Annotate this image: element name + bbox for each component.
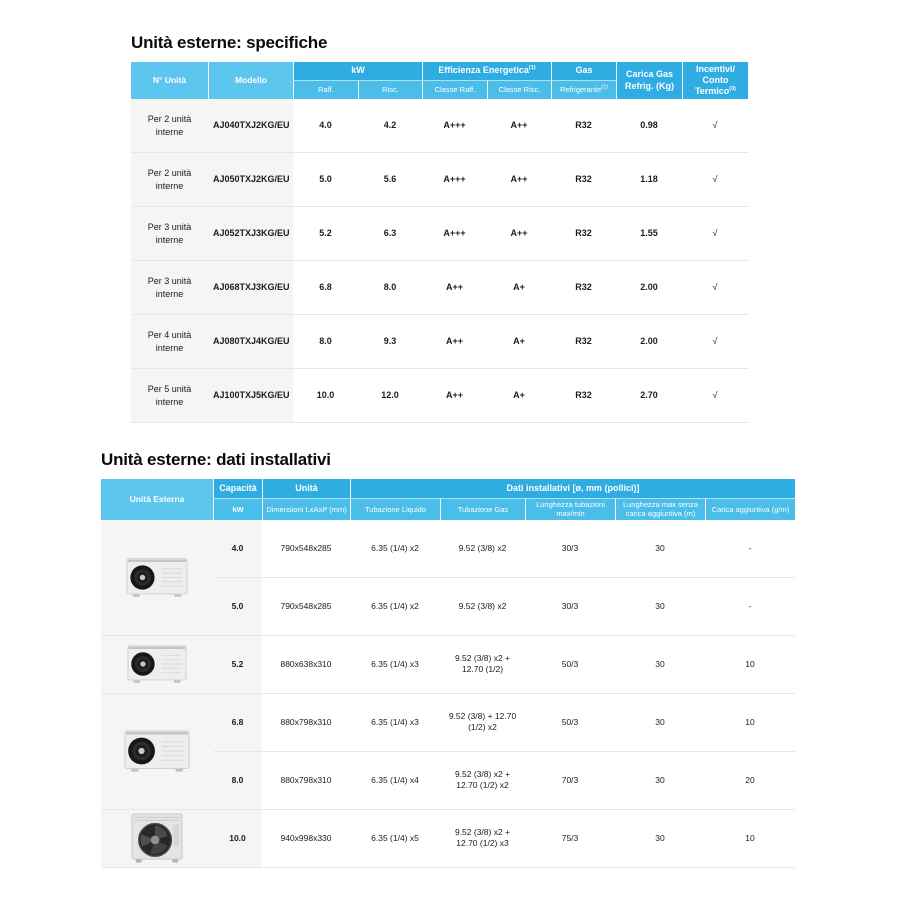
section-dati-installativi xyxy=(101,450,795,868)
cell-n-unita: Per 3 unità interne xyxy=(131,206,208,260)
cell-carica: 1.18 xyxy=(616,152,682,206)
col-subheader-risc xyxy=(358,80,422,99)
cell-dimensioni: 790x548x285 xyxy=(280,542,332,553)
cell-capacita: 8.0 xyxy=(213,751,262,809)
cell-tubazione-gas: 9.52 (3/8) x2 xyxy=(458,542,507,553)
cell-modello: AJ100TXJ5KG/EU xyxy=(208,368,293,423)
cell-kw-raff: 4.0 xyxy=(319,120,332,131)
header-label: Efficienza Energetica xyxy=(438,65,529,76)
cell-modello: AJ040TXJ2KG/EU xyxy=(208,99,293,152)
cell-unit-image xyxy=(101,693,213,809)
cell-kw-raff: 8.0 xyxy=(293,314,358,368)
cell-lunghezza-tubazioni: 30/3 xyxy=(561,542,579,553)
header-label: Capacità xyxy=(219,482,257,493)
cell-gas: R32 xyxy=(551,314,616,368)
header-label: Dimensioni LxAxP (mm) xyxy=(266,504,347,514)
cell-lunghezza-max: 30 xyxy=(655,542,665,553)
header-label: N° Unità xyxy=(152,75,187,86)
header-label: Carica aggiuntiva (g/m) xyxy=(711,504,790,514)
table-row xyxy=(101,520,795,577)
header-label: Incentivi/ Conto Termico xyxy=(694,63,735,97)
table-row xyxy=(101,693,795,751)
header-label: Gas xyxy=(575,65,593,76)
cell-incentivi-check: √ xyxy=(682,206,748,260)
outdoor-unit-large-image xyxy=(106,813,208,863)
cell-tubazione-gas: 9.52 (3/8) x2 xyxy=(440,577,525,635)
cell-incentivi-check: √ xyxy=(712,120,718,131)
cell-capacita: 5.0 xyxy=(213,577,262,635)
cell-carica-aggiuntiva: - xyxy=(705,577,795,635)
cell-classe-raff: A++ xyxy=(422,314,487,368)
cell-classe-risc: A+ xyxy=(487,368,551,423)
header-label: kW xyxy=(232,504,244,514)
cell-dimensioni: 880x638x310 xyxy=(262,635,350,693)
table-row xyxy=(131,260,748,314)
cell-modello: AJ050TXJ2KG/EU xyxy=(208,152,293,206)
header-label: Tubazione Liquido xyxy=(364,504,427,514)
col-group-gas xyxy=(551,62,616,80)
cell-lunghezza-max: 30 xyxy=(615,577,705,635)
col-subheader-carica-aggiuntiva xyxy=(705,498,795,520)
cell-n-unita: Per 5 unità interne xyxy=(131,368,208,423)
cell-gas: R32 xyxy=(575,120,592,131)
col-group-kw xyxy=(293,62,422,80)
col-subheader-tubazione-liquido xyxy=(350,498,440,520)
cell-lunghezza-max: 30 xyxy=(615,751,705,809)
cell-kw-risc: 4.2 xyxy=(383,120,397,131)
outdoor-unit-illustration xyxy=(127,643,187,685)
col-subheader-dimensioni xyxy=(262,498,350,520)
cell-kw-risc: 5.6 xyxy=(358,152,422,206)
outdoor-unit-illustration xyxy=(126,557,188,598)
cell-carica-aggiuntiva: 10 xyxy=(705,809,795,868)
table2-header-row-groups xyxy=(101,479,795,498)
cell-carica: 2.70 xyxy=(616,368,682,423)
col-subheader-lunghezza-tubazioni xyxy=(525,498,615,520)
col-group-unita xyxy=(262,479,350,498)
table-row xyxy=(101,809,795,868)
cell-unit-image xyxy=(101,635,213,693)
header-label: Modello xyxy=(234,75,268,86)
cell-kw-risc: 9.3 xyxy=(358,314,422,368)
cell-kw-risc: 8.0 xyxy=(358,260,422,314)
cell-n-unita: Per 3 unità interne xyxy=(131,260,208,314)
table-row xyxy=(131,314,748,368)
cell-tubazione-liquido: 6.35 (1/4) x3 xyxy=(350,635,440,693)
header-label: Lunghezza tubazioni max/min xyxy=(536,500,605,519)
cell-classe-risc: A++ xyxy=(487,152,551,206)
cell-dimensioni: 880x798x310 xyxy=(262,693,350,751)
cell-lunghezza-tubazioni: 70/3 xyxy=(525,751,615,809)
cell-dimensioni: 940x998x330 xyxy=(262,809,350,868)
cell-lunghezza-tubazioni: 50/3 xyxy=(525,635,615,693)
cell-kw-raff: 10.0 xyxy=(293,368,358,423)
cell-classe-risc: A+ xyxy=(487,314,551,368)
outdoor-unit-illustration xyxy=(124,728,190,774)
cell-modello: AJ080TXJ4KG/EU xyxy=(208,314,293,368)
header-label: Risc. xyxy=(382,85,399,95)
cell-classe-raff: A+++ xyxy=(443,120,466,131)
cell-kw-raff: 5.0 xyxy=(293,152,358,206)
cell-classe-risc: A++ xyxy=(487,206,551,260)
table-row xyxy=(131,99,748,152)
cell-gas: R32 xyxy=(551,206,616,260)
table-specifiche xyxy=(131,62,748,423)
cell-kw-raff: 5.2 xyxy=(293,206,358,260)
cell-classe-raff: A++ xyxy=(422,368,487,423)
cell-carica-aggiuntiva: 10 xyxy=(705,693,795,751)
footnote-sup: (2) xyxy=(601,84,608,91)
header-label: Raff. xyxy=(318,85,334,95)
outdoor-unit-medium-large-image xyxy=(106,728,208,774)
col-group-efficienza xyxy=(422,62,551,80)
cell-capacita: 5.2 xyxy=(213,635,262,693)
table-row xyxy=(131,368,748,423)
cell-unit-image xyxy=(101,809,213,868)
footnote-sup: (1) xyxy=(528,65,536,72)
cell-gas: R32 xyxy=(551,260,616,314)
cell-carica: 2.00 xyxy=(616,260,682,314)
cell-gas: R32 xyxy=(551,152,616,206)
cell-lunghezza-max: 30 xyxy=(615,809,705,868)
header-label: Classe Raff. xyxy=(434,85,476,95)
cell-kw-raff: 6.8 xyxy=(293,260,358,314)
col-subheader-classe-risc xyxy=(487,80,551,99)
header-label: Dati installativi [ø, mm (pollici)] xyxy=(506,482,640,493)
outdoor-unit-medium-image xyxy=(106,643,208,685)
cell-lunghezza-max: 30 xyxy=(615,693,705,751)
cell-lunghezza-tubazioni: 75/3 xyxy=(525,809,615,868)
cell-modello: AJ068TXJ3KG/EU xyxy=(208,260,293,314)
cell-carica: 0.98 xyxy=(640,120,658,131)
cell-incentivi-check: √ xyxy=(682,260,748,314)
header-label: Classe Risc. xyxy=(498,85,541,95)
col-header-unita-esterna xyxy=(101,479,213,520)
cell-tubazione-liquido: 6.35 (1/4) x2 xyxy=(350,577,440,635)
table1-title: Unità esterne: specifiche xyxy=(131,33,328,52)
header-label: kW xyxy=(351,65,365,76)
outdoor-unit-small-image xyxy=(106,557,208,598)
cell-capacita: 10.0 xyxy=(213,809,262,868)
cell-dimensioni: 880x798x310 xyxy=(262,751,350,809)
table1-header xyxy=(131,62,748,99)
cell-incentivi-check: √ xyxy=(682,368,748,423)
table-row xyxy=(101,635,795,693)
cell-lunghezza-tubazioni: 30/3 xyxy=(525,577,615,635)
cell-modello: AJ052TXJ3KG/EU xyxy=(208,206,293,260)
cell-kw-risc: 6.3 xyxy=(358,206,422,260)
cell-carica: 1.55 xyxy=(616,206,682,260)
header-label: Unità xyxy=(295,482,318,493)
cell-carica-aggiuntiva: - xyxy=(748,542,752,553)
cell-tubazione-gas: 9.52 (3/8) + 12.70 (1/2) x2 xyxy=(440,693,525,751)
cell-lunghezza-tubazioni: 50/3 xyxy=(525,693,615,751)
col-subheader-kw xyxy=(213,498,262,520)
col-header-carica-gas xyxy=(616,62,682,99)
cell-capacita: 4.0 xyxy=(213,520,262,577)
table2-header xyxy=(101,479,795,520)
table-row xyxy=(131,206,748,260)
table1-header-row-groups xyxy=(131,62,748,80)
cell-incentivi-check: √ xyxy=(682,314,748,368)
cell-kw-risc: 12.0 xyxy=(358,368,422,423)
header-label: Tubazione Gas xyxy=(457,504,509,514)
cell-tubazione-liquido: 6.35 (1/4) x3 xyxy=(350,693,440,751)
cell-tubazione-gas: 9.52 (3/8) x2 + 12.70 (1/2) xyxy=(440,635,525,693)
col-group-dati-installativi xyxy=(350,479,795,498)
cell-dimensioni: 790x548x285 xyxy=(262,577,350,635)
col-header-n-unita xyxy=(131,62,208,99)
cell-tubazione-liquido: 6.35 (1/4) x4 xyxy=(350,751,440,809)
cell-carica-aggiuntiva: 10 xyxy=(705,635,795,693)
cell-n-unita: Per 2 unità interne xyxy=(131,152,208,206)
col-subheader-lunghezza-max xyxy=(615,498,705,520)
cell-n-unita: Per 4 unità interne xyxy=(131,314,208,368)
cell-tubazione-gas: 9.52 (3/8) x2 + 12.70 (1/2) x3 xyxy=(440,809,525,868)
col-subheader-tubazione-gas xyxy=(440,498,525,520)
cell-tubazione-gas: 9.52 (3/8) x2 + 12.70 (1/2) x2 xyxy=(440,751,525,809)
cell-classe-risc: A++ xyxy=(510,120,528,131)
header-label: Lunghezza max senza carica aggiuntiva (m) xyxy=(622,500,699,519)
header-label: Refrigerante xyxy=(559,85,602,95)
col-subheader-classe-raff xyxy=(422,80,487,99)
cell-incentivi-check: √ xyxy=(682,152,748,206)
table2-body xyxy=(101,520,795,868)
table2-title: Unità esterne: dati installativi xyxy=(101,450,331,469)
col-subheader-raff xyxy=(293,80,358,99)
col-header-modello xyxy=(208,62,293,99)
section-specifiche xyxy=(131,33,748,423)
cell-carica: 2.00 xyxy=(616,314,682,368)
cell-gas: R32 xyxy=(551,368,616,423)
header-label: Unità Esterna xyxy=(129,494,185,505)
table-dati-installativi xyxy=(101,479,795,868)
outdoor-unit-illustration xyxy=(131,813,183,863)
cell-unit-image xyxy=(101,520,213,635)
cell-classe-raff: A+++ xyxy=(422,152,487,206)
cell-lunghezza-max: 30 xyxy=(615,635,705,693)
cell-classe-raff: A++ xyxy=(422,260,487,314)
table1-body xyxy=(131,99,748,423)
cell-capacita: 6.8 xyxy=(213,693,262,751)
cell-classe-risc: A+ xyxy=(487,260,551,314)
cell-tubazione-liquido: 6.35 (1/4) x2 xyxy=(371,542,419,553)
header-label: Carica Gas Refrig. (Kg) xyxy=(625,69,674,91)
col-subheader-refrigerante xyxy=(551,80,616,99)
footnote-sup: (3) xyxy=(729,86,737,93)
col-header-incentivi xyxy=(682,62,748,99)
cell-classe-raff: A+++ xyxy=(422,206,487,260)
cell-n-unita: Per 2 unità interne xyxy=(131,99,208,152)
cell-tubazione-liquido: 6.35 (1/4) x5 xyxy=(350,809,440,868)
col-group-capacita xyxy=(213,479,262,498)
cell-carica-aggiuntiva: 20 xyxy=(705,751,795,809)
table-row xyxy=(131,152,748,206)
